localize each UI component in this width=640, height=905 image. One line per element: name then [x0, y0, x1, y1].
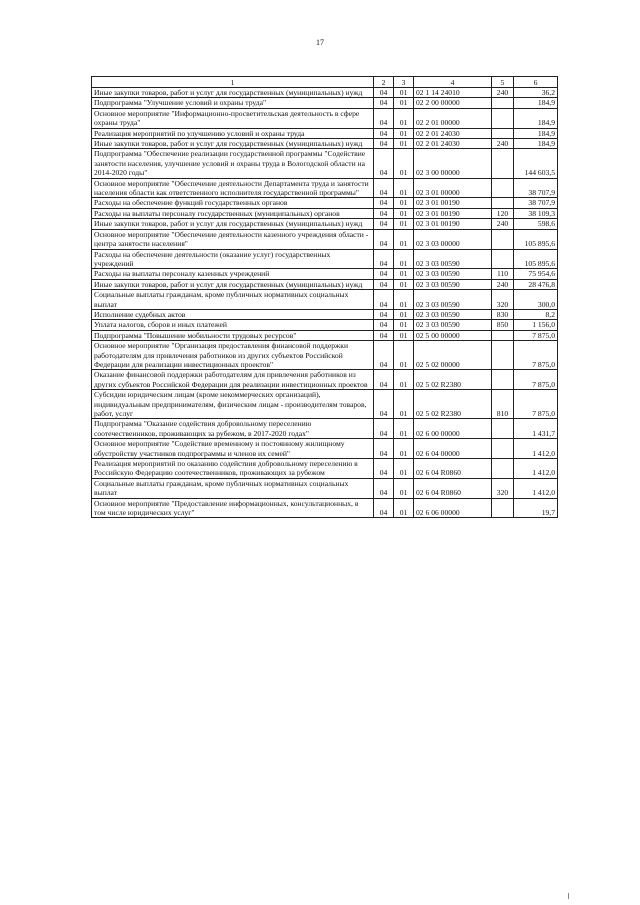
row-expense-type — [492, 249, 514, 269]
row-amount: 1 412,0 — [514, 478, 558, 498]
row-subsection: 01 — [394, 128, 414, 138]
row-section: 04 — [374, 498, 394, 518]
row-name: Основное мероприятие "Организация предоставления финансовой поддержки работодателям для привлечения работников из других субъектов Российской Федерации для реализации инвестиционных проектов" — [92, 341, 374, 370]
row-target-article: 02 2 01 24030 — [414, 128, 492, 138]
table-row — [92, 128, 558, 138]
row-amount: 1 412,0 — [514, 459, 558, 479]
row-expense-type — [492, 98, 514, 108]
row-target-article: 02 3 03 00590 — [414, 309, 492, 319]
row-target-article: 02 6 04 R0860 — [414, 478, 492, 498]
row-target-article: 02 3 03 00590 — [414, 249, 492, 269]
row-section: 04 — [374, 249, 394, 269]
row-target-article: 02 2 01 00000 — [414, 108, 492, 128]
header-col-6: 6 — [514, 77, 558, 88]
row-target-article: 02 3 01 00190 — [414, 208, 492, 218]
row-name: Основное мероприятие "Информационно-просветительская деятельность в сфере охраны труда" — [92, 108, 374, 128]
header-col-1: 1 — [92, 77, 374, 88]
row-section: 04 — [374, 439, 394, 459]
row-expense-type: 240 — [492, 279, 514, 289]
row-section: 04 — [374, 219, 394, 229]
row-name: Подпрограмма "Обеспечение реализации государственной программы "Содействие занятости населения, улучшение условий и охраны труда в Вологодской области на 2014-2020 годы" — [92, 149, 374, 178]
row-target-article: 02 3 03 00590 — [414, 269, 492, 279]
row-name: Подпрограмма "Улучшение условий и охраны труда" — [92, 98, 374, 108]
row-expense-type — [492, 128, 514, 138]
row-target-article: 02 3 03 00590 — [414, 320, 492, 330]
row-subsection: 01 — [394, 139, 414, 149]
row-subsection: 01 — [394, 419, 414, 439]
table-row — [92, 178, 558, 198]
row-name: Иные закупки товаров, работ и услуг для государственных (муниципальных) нужд — [92, 219, 374, 229]
row-expense-type — [492, 229, 514, 249]
row-subsection: 01 — [394, 108, 414, 128]
row-name: Основное мероприятие "Содействие временному и постоянному жилищному обустройству участников подпрограммы и членов их семей" — [92, 439, 374, 459]
row-subsection: 01 — [394, 439, 414, 459]
row-target-article: 02 1 14 24010 — [414, 88, 492, 98]
row-name: Исполнение судебных актов — [92, 309, 374, 319]
row-section: 04 — [374, 341, 394, 370]
row-expense-type — [492, 178, 514, 198]
table-row — [92, 341, 558, 370]
row-name: Основное мероприятие "Обеспечение деятельности казенного учреждения области - центра занятости населения" — [92, 229, 374, 249]
row-expense-type — [492, 419, 514, 439]
row-subsection: 01 — [394, 330, 414, 340]
table-row — [92, 478, 558, 498]
row-subsection: 01 — [394, 229, 414, 249]
row-subsection: 01 — [394, 98, 414, 108]
table-row — [92, 370, 558, 390]
row-section: 04 — [374, 88, 394, 98]
row-name: Расходы на обеспечение функций государственных органов — [92, 198, 374, 208]
row-subsection: 01 — [394, 279, 414, 289]
row-subsection: 01 — [394, 320, 414, 330]
row-section: 04 — [374, 139, 394, 149]
row-amount: 184,9 — [514, 128, 558, 138]
row-name: Оказание финансовой поддержки работодателям для привлечения работников из других субъектов Российской Федерации для реализации инвестиционных проектов — [92, 370, 374, 390]
table-row — [92, 198, 558, 208]
row-name: Иные закупки товаров, работ и услуг для государственных (муниципальных) нужд — [92, 279, 374, 289]
row-target-article: 02 6 00 00000 — [414, 419, 492, 439]
row-target-article: 02 3 01 00190 — [414, 219, 492, 229]
row-subsection: 01 — [394, 309, 414, 319]
row-expense-type: 850 — [492, 320, 514, 330]
row-target-article: 02 5 00 00000 — [414, 330, 492, 340]
row-expense-type — [492, 439, 514, 459]
row-expense-type — [492, 108, 514, 128]
row-expense-type — [492, 459, 514, 479]
row-expense-type: 240 — [492, 139, 514, 149]
row-name: Социальные выплаты гражданам, кроме публичных нормативных социальных выплат — [92, 290, 374, 310]
row-amount: 105 895,6 — [514, 249, 558, 269]
table-row — [92, 390, 558, 419]
row-amount: 28 476,8 — [514, 279, 558, 289]
row-section: 04 — [374, 320, 394, 330]
row-name: Иные закупки товаров, работ и услуг для государственных (муниципальных) нужд — [92, 88, 374, 98]
row-expense-type — [492, 370, 514, 390]
row-amount: 8,2 — [514, 309, 558, 319]
row-amount: 1 156,0 — [514, 320, 558, 330]
table-row — [92, 108, 558, 128]
table-row — [92, 309, 558, 319]
row-subsection: 01 — [394, 478, 414, 498]
row-expense-type: 320 — [492, 290, 514, 310]
row-expense-type — [492, 341, 514, 370]
row-subsection: 01 — [394, 459, 414, 479]
row-amount: 38 109,3 — [514, 208, 558, 218]
table-row — [92, 139, 558, 149]
row-target-article: 02 3 03 00590 — [414, 279, 492, 289]
row-subsection: 01 — [394, 370, 414, 390]
row-name: Расходы на обеспечение деятельности (оказание услуг) государственных учреждений — [92, 249, 374, 269]
row-amount: 184,9 — [514, 139, 558, 149]
row-section: 04 — [374, 309, 394, 319]
row-expense-type: 810 — [492, 390, 514, 419]
row-amount: 1 431,7 — [514, 419, 558, 439]
budget-table — [91, 76, 558, 518]
row-expense-type: 120 — [492, 208, 514, 218]
row-amount: 300,0 — [514, 290, 558, 310]
table-row — [92, 269, 558, 279]
row-name: Реализация мероприятий по оказанию содействия добровольному переселению в Российскую Федерацию соотечественников, проживающих за рубежом — [92, 459, 374, 479]
table-row — [92, 279, 558, 289]
row-name: Субсидии юридическим лицам (кроме некоммерческих организаций), индивидуальным предпринимателям, физическим лицам - производителям товаров, работ, услуг — [92, 390, 374, 419]
row-amount: 36,2 — [514, 88, 558, 98]
table-row — [92, 98, 558, 108]
row-section: 04 — [374, 98, 394, 108]
row-amount: 598,6 — [514, 219, 558, 229]
row-subsection: 01 — [394, 269, 414, 279]
row-target-article: 02 6 04 R0860 — [414, 459, 492, 479]
table-row — [92, 149, 558, 178]
row-subsection: 01 — [394, 290, 414, 310]
row-expense-type: 240 — [492, 88, 514, 98]
row-subsection: 01 — [394, 178, 414, 198]
row-amount: 38 707,9 — [514, 178, 558, 198]
row-subsection: 01 — [394, 390, 414, 419]
row-target-article: 02 3 01 00190 — [414, 198, 492, 208]
row-expense-type — [492, 149, 514, 178]
row-amount: 75 954,6 — [514, 269, 558, 279]
row-amount: 38 707,9 — [514, 198, 558, 208]
row-expense-type — [492, 198, 514, 208]
row-amount: 7 875,0 — [514, 341, 558, 370]
row-subsection: 01 — [394, 88, 414, 98]
header-col-4: 4 — [414, 77, 492, 88]
table-row — [92, 249, 558, 269]
row-subsection: 01 — [394, 249, 414, 269]
row-expense-type: 320 — [492, 478, 514, 498]
row-target-article: 02 3 01 00000 — [414, 178, 492, 198]
row-section: 04 — [374, 208, 394, 218]
row-target-article: 02 5 02 00000 — [414, 341, 492, 370]
row-section: 04 — [374, 390, 394, 419]
row-subsection: 01 — [394, 498, 414, 518]
row-section: 04 — [374, 229, 394, 249]
row-amount: 7 875,0 — [514, 330, 558, 340]
table-row — [92, 320, 558, 330]
row-name: Основное мероприятие "Предоставление информационных, консультационных, в том числе юридических услуг" — [92, 498, 374, 518]
row-section: 04 — [374, 178, 394, 198]
scan-edge-mark — [568, 893, 569, 899]
row-amount: 184,9 — [514, 98, 558, 108]
row-amount: 7 875,0 — [514, 390, 558, 419]
row-section: 04 — [374, 108, 394, 128]
row-target-article: 02 3 00 00000 — [414, 149, 492, 178]
table-row — [92, 88, 558, 98]
row-amount: 144 603,5 — [514, 149, 558, 178]
row-expense-type — [492, 498, 514, 518]
row-name: Реализация мероприятий по улучшению условий и охраны труда — [92, 128, 374, 138]
table-row — [92, 439, 558, 459]
row-section: 04 — [374, 330, 394, 340]
row-name: Расходы на выплаты персоналу казенных учреждений — [92, 269, 374, 279]
table-row — [92, 330, 558, 340]
row-amount: 19,7 — [514, 498, 558, 518]
row-subsection: 01 — [394, 149, 414, 178]
row-name: Иные закупки товаров, работ и услуг для государственных (муниципальных) нужд — [92, 139, 374, 149]
row-expense-type — [492, 330, 514, 340]
row-section: 04 — [374, 478, 394, 498]
row-target-article: 02 3 03 00590 — [414, 290, 492, 310]
row-section: 04 — [374, 279, 394, 289]
row-target-article: 02 6 04 00000 — [414, 439, 492, 459]
row-section: 04 — [374, 419, 394, 439]
row-target-article: 02 6 06 00000 — [414, 498, 492, 518]
row-name: Расходы на выплаты персоналу государственных (муниципальных) органов — [92, 208, 374, 218]
row-amount: 1 412,0 — [514, 439, 558, 459]
row-target-article: 02 5 02 R2380 — [414, 390, 492, 419]
header-col-5: 5 — [492, 77, 514, 88]
row-target-article: 02 2 01 24030 — [414, 139, 492, 149]
row-section: 04 — [374, 290, 394, 310]
table-row — [92, 290, 558, 310]
row-target-article: 02 3 03 00000 — [414, 229, 492, 249]
table-row — [92, 219, 558, 229]
row-amount: 184,9 — [514, 108, 558, 128]
row-subsection: 01 — [394, 198, 414, 208]
row-section: 04 — [374, 128, 394, 138]
row-amount: 105 895,6 — [514, 229, 558, 249]
row-section: 04 — [374, 149, 394, 178]
header-col-2: 2 — [374, 77, 394, 88]
page-number: 17 — [316, 38, 324, 47]
row-expense-type: 830 — [492, 309, 514, 319]
row-expense-type: 240 — [492, 219, 514, 229]
row-section: 04 — [374, 370, 394, 390]
header-col-3: 3 — [394, 77, 414, 88]
row-subsection: 01 — [394, 219, 414, 229]
row-expense-type: 110 — [492, 269, 514, 279]
row-target-article: 02 2 00 00000 — [414, 98, 492, 108]
row-name: Подпрограмма "Повышение мобильности трудовых ресурсов" — [92, 330, 374, 340]
row-name: Подпрограмма "Оказание содействия добровольному переселению соотечественников, проживающих за рубежом, в 2017-2020 годах" — [92, 419, 374, 439]
row-name: Социальные выплаты гражданам, кроме публичных нормативных социальных выплат — [92, 478, 374, 498]
table-row — [92, 419, 558, 439]
table-header-row — [92, 77, 558, 88]
table-row — [92, 208, 558, 218]
table-row — [92, 229, 558, 249]
table-row — [92, 459, 558, 479]
row-subsection: 01 — [394, 208, 414, 218]
row-section: 04 — [374, 198, 394, 208]
row-section: 04 — [374, 269, 394, 279]
row-subsection: 01 — [394, 341, 414, 370]
row-name: Уплата налогов, сборов и иных платежей — [92, 320, 374, 330]
table-row — [92, 498, 558, 518]
row-target-article: 02 5 02 R2380 — [414, 370, 492, 390]
row-name: Основное мероприятие "Обеспечение деятельности Департамента труда и занятости населения области как ответственного исполнителя государственной программы" — [92, 178, 374, 198]
row-section: 04 — [374, 459, 394, 479]
row-amount: 7 875,0 — [514, 370, 558, 390]
